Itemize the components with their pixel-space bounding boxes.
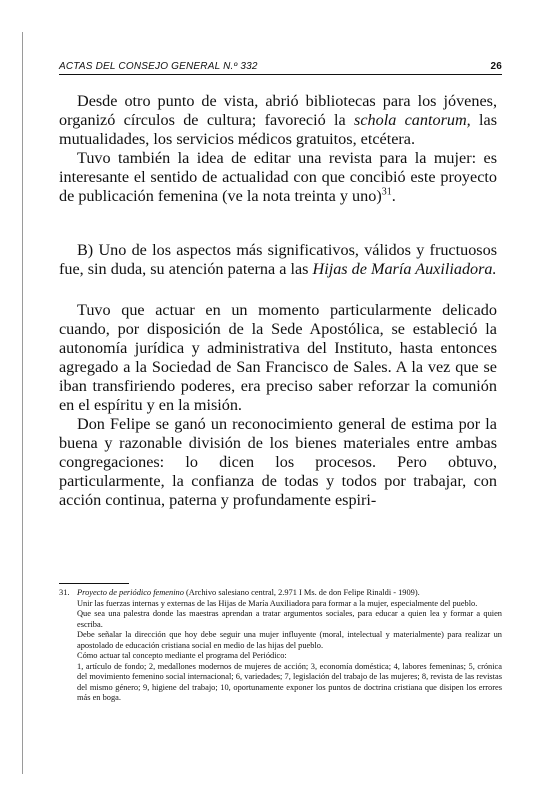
paragraph-1-italic: schola cantorum, [354,111,471,129]
paragraph-4: Tuvo que actuar en un momento particularmente delicado cuando, por disposición de la Sede Apostólica, se estableció la autonomía jurídica y administrativa del Instituto, hasta entonces agregado a la Sociedad de San Francisco de Sales. A la vez que se iban transfiriendo poderes, era preciso saber reforzar la comunión en el espíritu y en la misión. [59,301,497,414]
paragraph-1 [59,92,497,149]
header-title: ACTAS DEL CONSEJO GENERAL N.º 332 [59,61,258,72]
paragraph-2-text: Tuvo también la idea de editar una revista para la mujer: es interesante el sentido de actualidad con que concibió este proyecto de publicación femenina (ve la nota treinta y uno) [59,149,497,205]
footnote-line-2: Que sea una palestra donde las maestras aprendan a tratar argumentos sociales, para educar a quien lea y formar a quien escriba. [77,609,502,629]
running-header [59,61,502,73]
page-edge-line [22,32,23,774]
header-rule [59,74,502,75]
footnote-rule [59,583,129,584]
paragraph-3-italic: Hijas de María Auxiliadora. [312,260,497,278]
footnote-line-1: Unir las fuerzas internas y externas de las Hijas de María Auxiliadora para formar a la mujer, especialmente del pueblo. [77,598,478,608]
body-text [59,92,497,510]
paragraph-5: Don Felipe se ganó un reconocimiento general de estima por la buena y razonable división de los bienes materiales entre ambas congregaciones: lo dicen los procesos. Pero obtuvo, particularmente, la confianza de todas y todos por trabajar, con acción continua, paterna y profundamente espiri- [59,415,497,509]
footnote-source: (Archivo salesiano central, 2.971 I Ms. de don Felipe Rinaldi - 1909). [186,588,420,597]
footnote-title-line [59,588,502,599]
paragraph-2 [59,149,497,206]
paragraph-3-text: B) Uno de los aspectos más significativos, válidos y fructuosos fue, sin duda, su atención paterna a las [59,241,497,278]
footnote-title: Proyecto de periódico femenino [77,588,184,597]
footnote-line-5: 1, artículo de fondo; 2, medallones modernos de mujeres de acción; 3, economía doméstica; 4, labores femeninas; 5, crónica del movimiento femenino social internacional; 6, variedades; 7, legislación del trabajo de las mujeres; 8, revista de las revistas del mismo género; 9, higiene del trabajo; 10, oportunamente exponer los puntos de doctrina cristiana que disipen los errores más en boga. [77,661,502,702]
page-number: 26 [490,61,502,72]
footnote-number: 31. [59,588,70,597]
footnote [59,588,502,704]
footnote-line-4: Cómo actuar tal concepto mediante el programa del Periódico: [77,651,287,660]
footnote-line-3: Debe señalar la dirección que hoy debe seguir una mujer influyente (moral, intelectual y materialmente) para realizar un apostolado de educación cristiana social en medio de las hijas del pueblo. [77,630,502,650]
footnote-ref: 31 [381,186,392,198]
paragraph-3 [59,241,497,279]
paragraph-2-end: . [391,187,396,205]
paragraph-1-rest: las mutualidades, los servicios médicos gratuitos, etcétera. [59,111,498,148]
paragraph-1-text: Desde otro punto de vista, abrió bibliotecas para los jóvenes, organizó círculos de cultura; favoreció la [59,92,497,129]
